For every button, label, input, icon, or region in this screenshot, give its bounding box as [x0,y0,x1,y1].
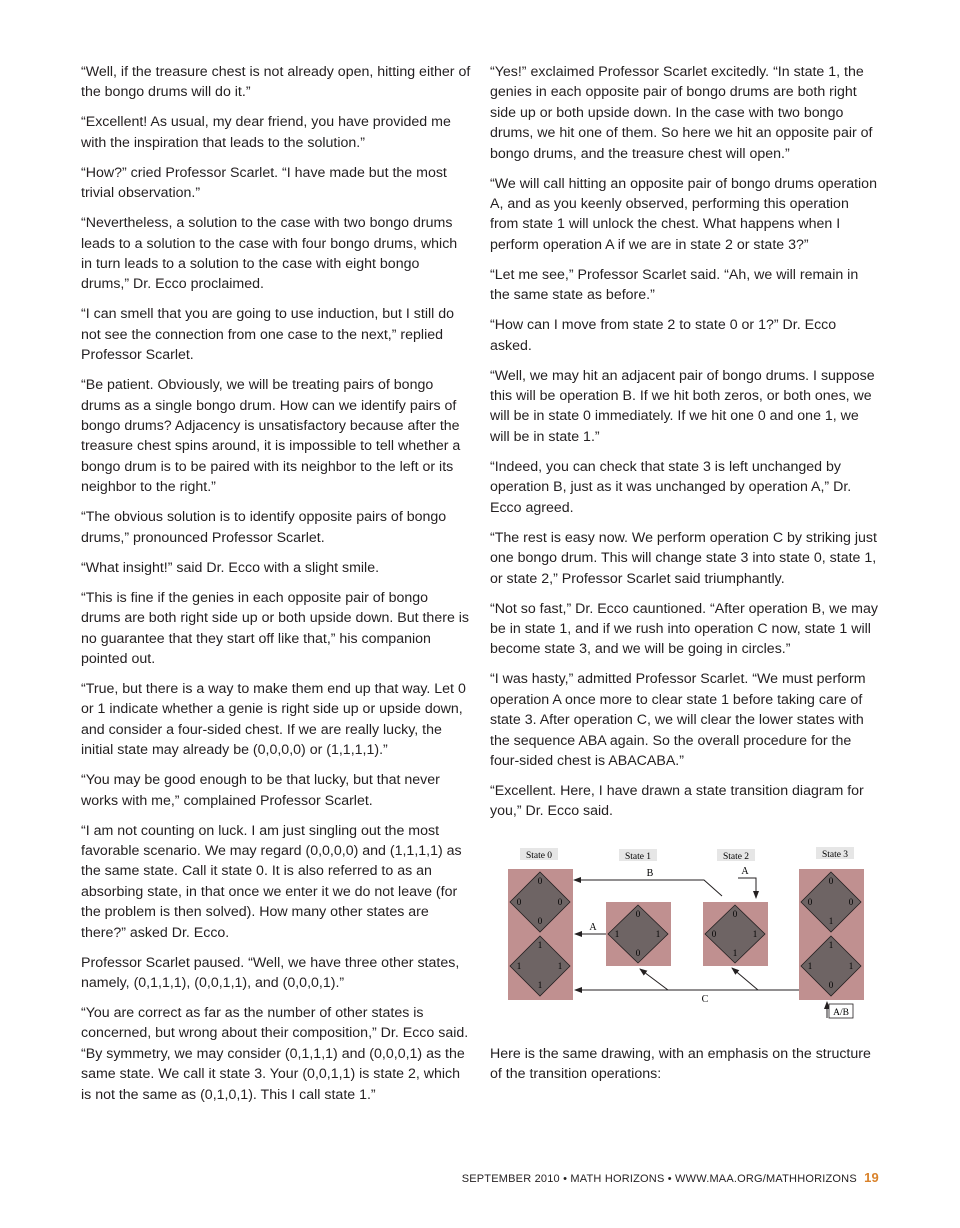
digit: 0 [848,897,854,907]
right-column [490,62,880,831]
state-2-label: State 2 [722,852,750,862]
digit: 0 [557,897,563,907]
paragraph: “I was hasty,” admitted Professor Scarlet. “We must perform operation A once more to clear state 1 before taking care of state 3. After operation C, we will clear the lower states with the sequence ABA again. So the overall procedure for the four-sided chest is ABACABA.” [490,671,866,769]
paragraph: “This is fine if the genies in each opposite pair of bongo drums are both right side up or both upside down. But there is no guarantee that they start off like that,” his companion pointed out. [81,589,470,667]
paragraph: “How can I move from state 2 to state 0 or 1?” Dr. Ecco asked. [490,317,837,354]
digit: 1 [828,916,834,926]
paragraph: “You may be good enough to be that lucky, but that never works with me,” complained Professor Scarlet. [81,772,440,809]
digit: 1 [848,961,854,971]
footer-text: SEPTEMBER 2010 • MATH HORIZONS • WWW.MAA.ORG/MATHHORIZONS [461,1173,857,1185]
op-label-c: C [701,994,709,1005]
state-0-label: State 0 [525,851,553,861]
op-label-a: A [589,922,597,933]
paragraph: “Yes!” exclaimed Professor Scarlet excitedly. “In state 1, the genies in each opposite pair of bongo drums are both right side up or both upside down. In the case with two bongo drums, we hit one of them. So here we hit an opposite pair of bongo drums, and the treasure chest will open.” [490,64,873,162]
paragraph: “What insight!” said Dr. Ecco with a slight smile. [81,559,380,576]
digit: 0 [711,929,717,939]
paragraph: “You are correct as far as the number of other states is concerned, but wrong about their composition,” Dr. Ecco said. “By symmetry, we may consider (0,1,1,1) and (0,0,0,1) as the same state. We call it state 3. Your (0,0,1,1) is state 2, which is not the same as (0,1,0,1). This I call state 1.” [81,1004,469,1103]
arrow-b-state2-to-state0 [574,880,722,896]
arrow-c-to-state2 [732,968,799,990]
digit: 0 [635,909,641,919]
digit: 0 [828,876,834,886]
paragraph: Professor Scarlet paused. “Well, we have three other states, namely, (0,1,1,1), (0,0,1,1), and (0,0,0,1).” [81,954,460,991]
op-label-ab: A/B [833,1008,849,1018]
digit: 0 [516,897,522,907]
paragraph: “How?” cried Professor Scarlet. “I have made but the most trivial observation.” [81,164,447,202]
digit: 1 [828,940,834,950]
op-label-a-loop: A [741,866,749,877]
paragraph: “Excellent. Here, I have drawn a state transition diagram for you,” Dr. Ecco said. [490,782,864,820]
digit: 1 [537,980,543,990]
paragraph: “I am not counting on luck. I am just singling out the most favorable scenario. We may regard (0,0,0,0) and (1,1,1,1) as the same state. Call it state 0. It is also referred to as an absorbing state, in that once we enter it we do not leave (for the problem is then solved). How many other states are there?” asked Dr. Ecco. [81,822,462,941]
paragraph: “Well, if the treasure chest is not already open, hitting either of the bongo drums will do it.” [81,64,471,101]
digit: 0 [537,876,543,886]
state-1-label: State 1 [624,852,652,862]
digit: 1 [807,961,813,971]
paragraph: “Let me see,” Professor Scarlet said. “Ah, we will remain in the same state as before.” [490,266,859,304]
page-footer [462,1170,879,1185]
paragraph: “The rest is easy now. We perform operation C by striking just one bongo drum. This will change state 3 into state 0, state 1, or state 2,” Professor Scarlet said triumphantly. [490,529,877,587]
digit: 0 [635,948,641,958]
paragraph: “Well, we may hit an adjacent pair of bongo drums. I suppose this will be operation B. If we hit both zeros, or both ones, we will be in state 0 immediately. If we hit one 0 and one 1, we will be in state 1.” [490,367,875,445]
paragraph: “Be patient. Obviously, we will be treating pairs of bongo drums as a single bongo drum. How can we identify pairs of bongo drums? Adjacency is unsatisfactory because after the treasure chest spins around, it is impossible to tell whether a bongo drum is to be paired with its neighbor to the left or its neighbor to the right.” [81,377,461,496]
paragraph: “Excellent! As usual, my dear friend, you have provided me with the inspiration that leads to the solution.” [81,114,451,151]
paragraph: “I can smell that you are going to use induction, but I still do not see the connection from one case to the next,” replied Professor Scarlet. [81,306,455,364]
paragraph: “Indeed, you can check that state 3 is left unchanged by operation B, just as it was unchanged by operation A,” Dr. Ecco agreed. [490,458,852,516]
digit: 1 [752,929,758,939]
digit: 1 [557,961,563,971]
digit: 0 [807,897,813,907]
paragraph: “Nevertheless, a solution to the case with two bongo drums leads to a solution to the case with four bongo drums, which in turn leads to a solution to the case with eight bongo drums,” Dr. Ecco proclaimed. [81,215,458,293]
digit: 1 [614,929,620,939]
digit: 1 [516,961,522,971]
state-3-label: State 3 [821,850,849,860]
op-label-b: B [646,868,654,879]
digit: 0 [732,909,738,919]
digit: 0 [828,980,834,990]
page-number: 19 [864,1170,879,1185]
arrow-a-state2-loop [738,878,756,898]
paragraph: “The obvious solution is to identify opposite pairs of bongo drums,” pronounced Professor Scarlet. [81,509,447,546]
digit: 0 [537,916,543,926]
paragraph-after-diagram: Here is the same drawing, with an emphasis on the structure of the transition operations: [490,1046,871,1083]
state-transition-diagram [500,838,880,1028]
paragraph: “Not so fast,” Dr. Ecco cauntioned. “After operation B, we may be in state 1, and if we rush into operation C now, state 1 will become state 3, and we will be going in circles.” [490,600,878,658]
left-column [81,62,471,1115]
paragraph: “We will call hitting an opposite pair of bongo drums operation A, and as you keenly observed, performing this operation from state 1 will unlock the chest. What happens when I perform operation A if we are in state 2 or state 3?” [490,175,877,253]
paragraph: “True, but there is a way to make them end up that way. Let 0 or 1 indicate whether a genie is right side up or upside down, and consider a four-sided chest. If we are really lucky, the initial state may already be (0,0,0,0) or (1,1,1,1).” [81,680,466,759]
arrow-c-to-state1 [640,969,799,990]
digit: 1 [732,948,738,958]
digit: 1 [537,940,543,950]
digit: 1 [655,929,661,939]
